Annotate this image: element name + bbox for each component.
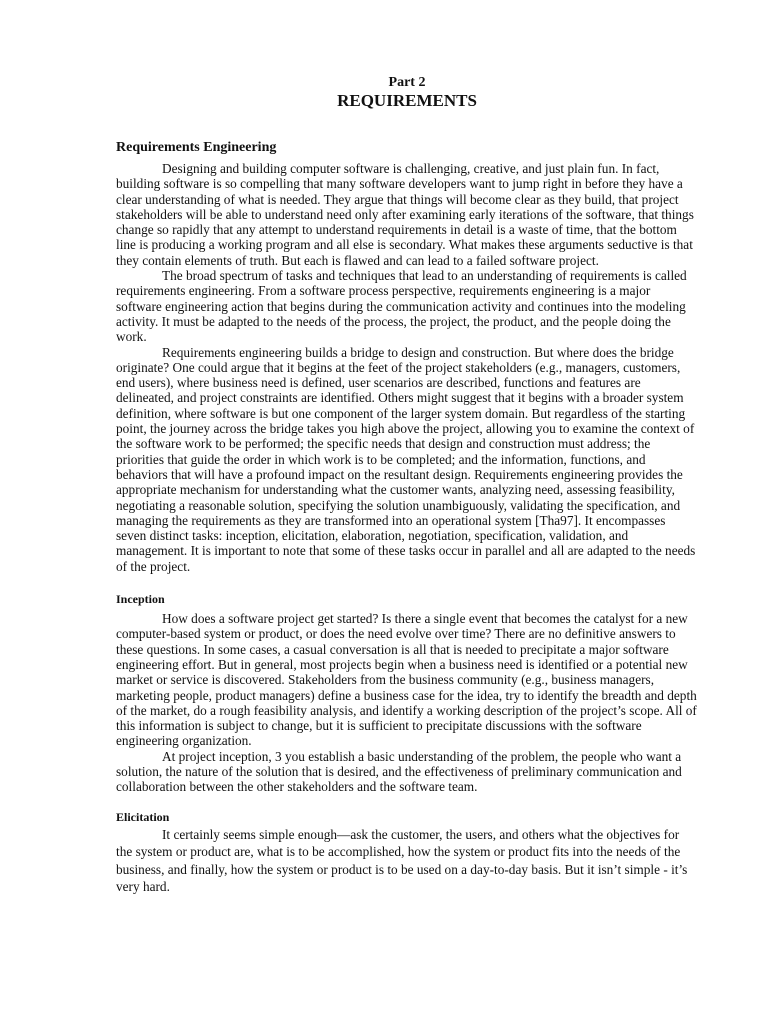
paragraph: Requirements engineering builds a bridge to design and construction. But where does the bridge originate? One could argue that it begins at the feet of the project stakeholders (e.g., managers, customers, end users), where business need is defined, user scenarios are described, functions and features are delineated, and project constraints are identified. Others might suggest that it begins with a broader system definition, where software is but one component of the larger system domain. But regardless of the starting point, the journey across the bridge takes you high above the project, allowing you to examine the context of the software work to be performed; the specific needs that design and construction must address; the priorities that guide the order in which work is to be completed; and the information, functions, and behaviors that will have a profound impact on the resultant design. Requirements engineering provides the appropriate mechanism for understanding what the customer wants, analyzing need, assessing feasibility, negotiating a reasonable solution, specifying the solution unambiguously, validating the specification, and managing the requirements as they are transformed into an operational system [Tha97]. It encompasses seven distinct tasks: inception, elicitation, elaboration, negotiation, specification, validation, and management. It is important to note that some of these tasks occur in parallel and all are adapted to the needs of the project. xyxy=(116,344,696,574)
paragraph: Designing and building computer software is challenging, creative, and just plain fun. In fact, building software is so compelling that many software developers want to jump right in before they have a clear understanding of what is needed. They argue that things will become clear as they build, that project stakeholders will be able to understand need only after examining early iterations of the software, that things change so rapidly that any attempt to understand requirements in detail is a waste of time, that the bottom line is producing a working program and all else is secondary. What makes these arguments seductive is that they contain elements of truth. But each is flawed and can lead to a failed software project. xyxy=(116,161,694,268)
document-page xyxy=(116,74,698,896)
paragraph: It certainly seems simple enough—ask the customer, the users, and others what the objectives for the system or product are, what is to be accomplished, how the system or product fits into the needs of the business, and finally, how the system or product is to be used on a day-to-day basis. But it isn’t simple - it’s very hard. xyxy=(116,826,688,895)
subheading-elicitation: Elicitation xyxy=(116,809,170,824)
paragraph: How does a software project get started? Is there a single event that becomes the catalyst for a new computer-based system or product, or does the need evolve over time? There are no definitive answers to these questions. In some cases, a casual conversation is all that is needed to precipitate a major software engineering effort. But in general, most projects begin when a business need is identified or a potential new market or service is discovered. Stakeholders from the business community (e.g., business managers, marketing people, product managers) define a business case for the idea, try to identify the breadth and depth of the market, do a rough feasibility analysis, and identify a working description of the project’s scope. All of this information is subject to change, but it is sufficient to precipitate discussions with the software engineering organization. xyxy=(116,611,697,749)
subheading-inception: Inception xyxy=(116,592,165,607)
part-label: Part 2 xyxy=(388,75,426,90)
section-heading-requirements-engineering: Requirements Engineering xyxy=(116,140,277,155)
paragraph: The broad spectrum of tasks and techniques that lead to an understanding of requirements is called requirements engineering. From a software process perspective, requirements engineering is a major software engineering action that begins during the communication activity and continues into the modeling activity. It must be adapted to the needs of the process, the project, the product, and the people doing the work. xyxy=(116,268,687,345)
paragraph: At project inception, 3 you establish a basic understanding of the problem, the people who want a solution, the nature of the solution that is desired, and the effectiveness of preliminary communication and collaboration between the other stakeholders and the software team. xyxy=(116,748,682,795)
part-title: REQUIREMENTS xyxy=(337,91,477,110)
